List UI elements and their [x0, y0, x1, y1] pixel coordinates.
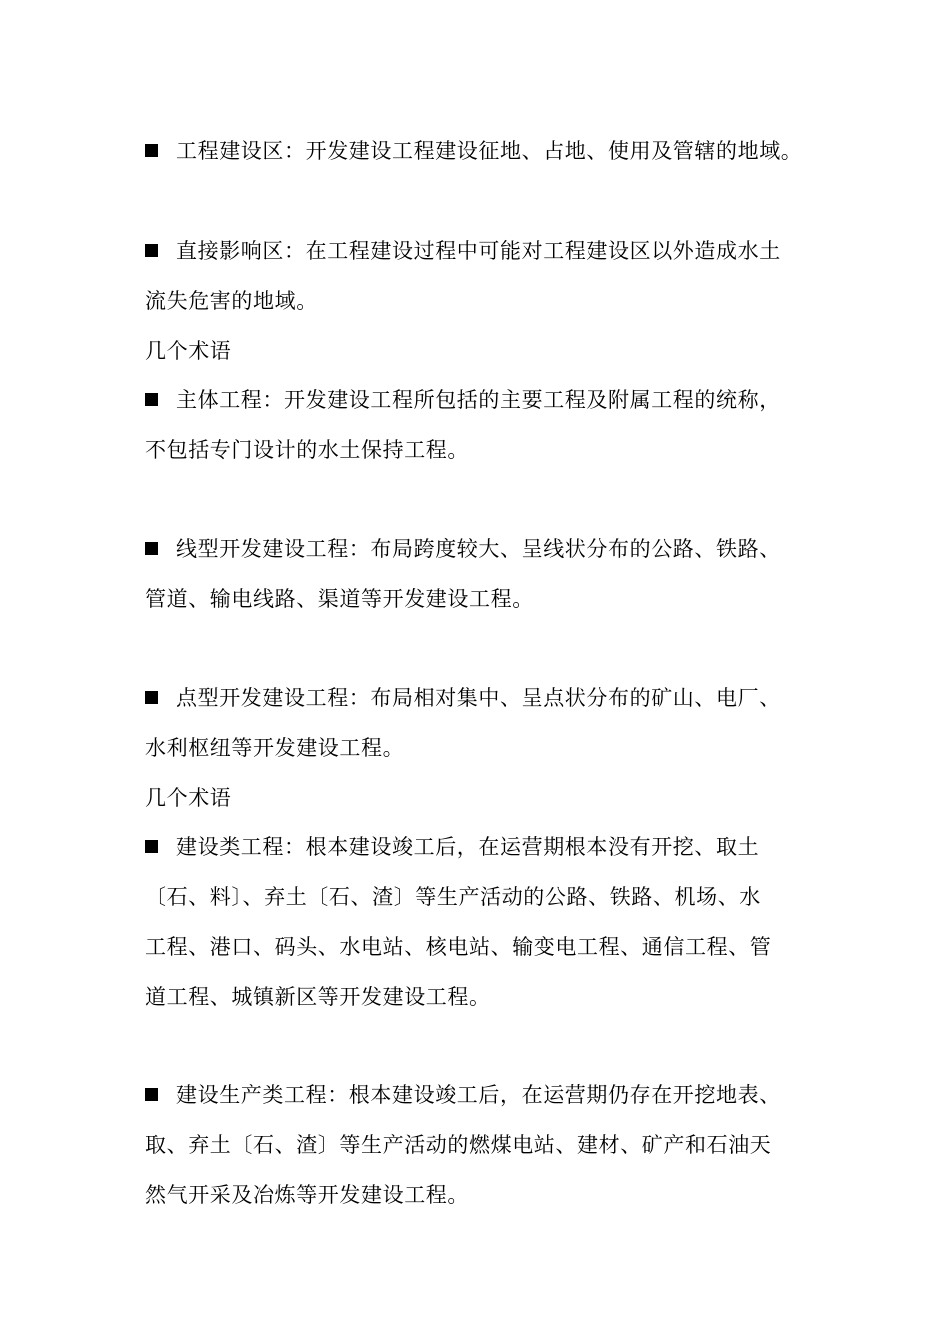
paragraph-text-line: 直接影响区：在工程建设过程中可能对工程建设区以外造成水土 [176, 239, 781, 263]
paragraph-continuation-line [145, 733, 845, 763]
paragraph-text-line: 管道、输电线路、渠道等开发建设工程。 [145, 587, 534, 611]
paragraph-continuation-line [145, 435, 845, 465]
paragraph-text-line: 然气开采及冶炼等开发建设工程。 [145, 1183, 469, 1207]
paragraph-linear-project [145, 534, 845, 564]
paragraph-continuation-line [145, 286, 845, 316]
paragraph-point-project [145, 683, 845, 713]
paragraph-text-line: 不包括专门设计的水土保持工程。 [145, 438, 469, 462]
square-bullet-icon [145, 691, 158, 704]
square-bullet-icon [145, 542, 158, 555]
paragraph-text-line: 点型开发建设工程：布局相对集中、呈点状分布的矿山、电厂、 [176, 686, 781, 710]
paragraph-text-line: 工程建设区：开发建设工程建设征地、占地、使用及管辖的地域。 [176, 139, 803, 163]
paragraph-continuation-line [145, 584, 845, 614]
paragraph-project-construction-area [145, 136, 845, 166]
paragraph-main-project [145, 385, 845, 415]
paragraph-text-line: 〔石、料〕、弃土〔石、渣〕等生产活动的公路、铁路、机场、水 [145, 885, 761, 909]
paragraph-text-line: 主体工程：开发建设工程所包括的主要工程及附属工程的统称， [176, 388, 781, 412]
paragraph-text-line: 建设类工程：根本建设竣工后，在运营期根本没有开挖、取土 [176, 835, 760, 859]
square-bullet-icon [145, 840, 158, 853]
square-bullet-icon [145, 144, 158, 157]
paragraph-continuation-line [145, 932, 845, 962]
square-bullet-icon [145, 393, 158, 406]
paragraph-construction-production-project [145, 1080, 845, 1110]
square-bullet-icon [145, 1088, 158, 1101]
paragraph-continuation-line [145, 1130, 845, 1160]
section-heading [145, 336, 845, 366]
square-bullet-icon [145, 244, 158, 257]
paragraph-text-line: 道工程、城镇新区等开发建设工程。 [145, 985, 491, 1009]
paragraph-text-line: 取、弃土〔石、渣〕等生产活动的燃煤电站、建材、矿产和石油天 [145, 1133, 772, 1157]
paragraph-continuation-line [145, 982, 845, 1012]
paragraph-continuation-line [145, 1180, 845, 1210]
paragraph-text-line: 水利枢纽等开发建设工程。 [145, 736, 405, 760]
heading-text: 几个术语 [145, 339, 232, 363]
paragraph-construction-type-project [145, 832, 845, 862]
paragraph-text-line: 流失危害的地域。 [145, 289, 318, 313]
heading-text: 几个术语 [145, 786, 232, 810]
paragraph-text-line: 工程、港口、码头、水电站、核电站、输变电工程、通信工程、管 [145, 935, 772, 959]
paragraph-text-line: 建设生产类工程：根本建设竣工后，在运营期仍存在开挖地表、 [176, 1083, 781, 1107]
paragraph-text-line: 线型开发建设工程：布局跨度较大、呈线状分布的公路、铁路、 [176, 537, 781, 561]
paragraph-continuation-line [145, 882, 845, 912]
paragraph-direct-impact-area [145, 236, 845, 266]
section-heading [145, 783, 845, 813]
